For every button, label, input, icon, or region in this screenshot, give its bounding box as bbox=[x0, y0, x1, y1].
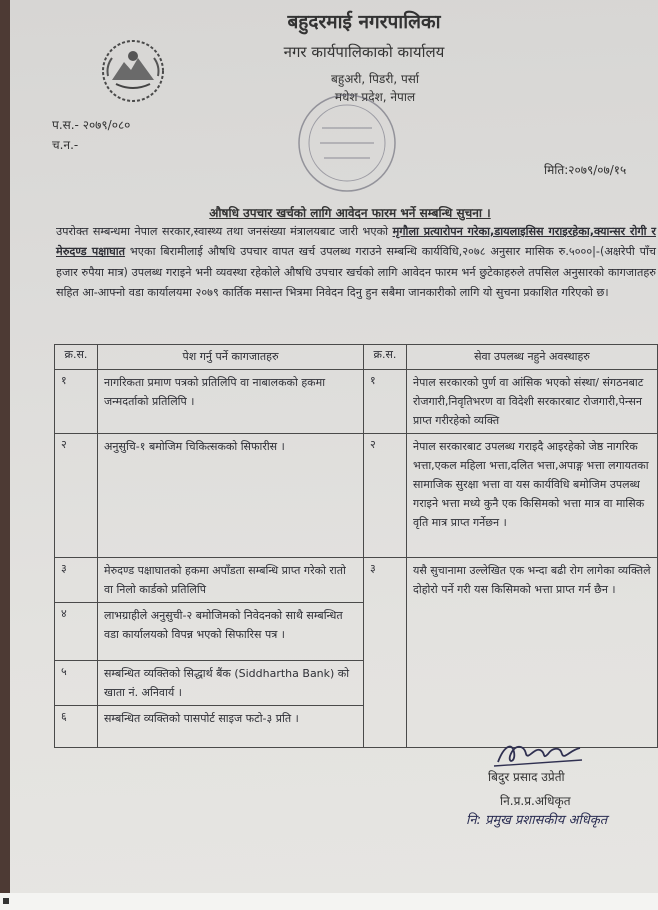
address-line-1: बहुअरी, पिडरी, पर्सा bbox=[330, 72, 420, 86]
scanner-logo-icon bbox=[3, 898, 9, 904]
office-stamp-icon bbox=[292, 88, 402, 198]
body-part-1: उपरोक्त सम्बन्धमा नेपाल सरकार,स्वास्थ्य तथा जनसंख्या मंत्रालयबाट जारी भएको bbox=[56, 225, 393, 238]
table-header-row bbox=[55, 345, 658, 370]
row-serial: २ bbox=[55, 434, 98, 558]
notice-document bbox=[10, 0, 658, 893]
header-documents: पेश गर्नु पर्ने कागजातहरु bbox=[98, 345, 364, 370]
row-serial-2: ३ bbox=[364, 558, 407, 748]
scanner-watermark bbox=[3, 898, 9, 904]
row-serial: ५ bbox=[55, 661, 98, 706]
signatory-name: बिदुर प्रसाद उप्रेती bbox=[488, 770, 565, 784]
row-serial-2: १ bbox=[364, 370, 407, 434]
row-condition: नेपाल सरकारको पुर्ण वा आंसिक भएको संस्था/ संगठनबाट रोजगारी,निवृतिभरण वा विदेशी सरकारबाट रोजगारी,पेन्सन प्राप्त गरीरहेको व्यक्ति bbox=[407, 370, 658, 434]
signature-icon bbox=[490, 736, 590, 770]
address-line-2: मधेश प्रदेश, नेपाल bbox=[334, 90, 416, 104]
table-row bbox=[55, 434, 658, 558]
row-condition: यसै सुचानामा उल्लेखित एक भन्दा बढी रोग लागेका व्यक्तिले दोहोरो पर्ने गरी यस किसिमको भत्ता प्राप्त गर्न छैन । bbox=[407, 558, 658, 748]
scanner-footer bbox=[0, 893, 658, 910]
letter-number: प.स.- २०७९/०८० bbox=[52, 118, 131, 132]
row-serial-2: २ bbox=[364, 434, 407, 558]
nepal-emblem-icon bbox=[98, 36, 168, 106]
row-document: सम्बन्धित व्यक्तिको सिद्धार्थ बैंक (Siddhartha Bank) को खाता नं. अनिवार्य । bbox=[98, 661, 364, 706]
body-highlight: मृगौला प्रत्यारोपन गरेका,डायलाइसिस गराइरहेका,क्यान्सर रोगी र मेरुदण्ड पक्षाघात bbox=[56, 225, 656, 259]
header-serial-2: क्र.स. bbox=[364, 345, 407, 370]
row-condition: नेपाल सरकारबाट उपलब्ध गराइदै आइरहेको जेष्ठ नागरिक भत्ता,एकल महिला भत्ता,दलित भत्ता,अपाङ्ग भत्ता लगायतका सामाजिक सुरक्षा भत्ता वा यस कार्यविधि बमोजिम उपलब्ध गराइने भत्ता मध्ये कुनै एक किसिमको भत्ता मात्र वा मासिक वृति मात्र प्राप्त गर्नेछन । bbox=[407, 434, 658, 558]
signatory-office-stamp: नि: प्रमुख प्रशासकीय अधिकृत bbox=[466, 813, 608, 828]
table-row bbox=[55, 370, 658, 434]
body-part-2: भएका बिरामीलाई औषधि उपचार वापत खर्च उपलब्ध गराउने सम्बन्धि कार्यविधि,२०७८ अनुसार मासिक रु.५०००|-(अक्षरेपी पाँच हजार रुपैया मात्र) उपलब्ध गराइने भनी व्यवस्था रहेकोले औषधि उपचार खर्चको लागि आवेदन फारम भर्न छुटेकाहरुले तपसिल अनुसारको कागजातहरु सहित आ-आफ्नो वडा कार्यालयमा २०७९ कार्तिक मसान्त भित्रमा निवेदन दिनु हुन सबैमा जानकारीको लागि यो सुचना प्रकाशित गरिएको छ। bbox=[56, 245, 656, 300]
header-serial-1: क्र.स. bbox=[55, 345, 98, 370]
dispatch-number: च.न.- bbox=[52, 138, 79, 152]
row-document: अनुसुचि-१ बमोजिम चिकित्सकको सिफारीस । bbox=[98, 434, 364, 558]
header-conditions: सेवा उपलब्ध नहुने अवस्थाहरु bbox=[407, 345, 658, 370]
office-name: नगर कार्यपालिकाको कार्यालय bbox=[283, 43, 445, 61]
row-document: मेरुदण्ड पक्षाघातको हकमा अपाँडता सम्बन्धि प्राप्त गरेको रातो वा निलो कार्डको प्रतिलिपि bbox=[98, 558, 364, 603]
row-serial: ३ bbox=[55, 558, 98, 603]
row-document: लाभग्राहीले अनुसुची-२ बमोजिमको निवेदनको साथै सम्बन्धित वडा कार्यालयको विपन्न भएको सिफारिस पत्र । bbox=[98, 603, 364, 661]
notice-subject: औषधि उपचार खर्चको लागि आवेदन फारम भर्ने सम्बन्धि सुचना । bbox=[209, 206, 491, 220]
row-serial: ४ bbox=[55, 603, 98, 661]
row-serial: १ bbox=[55, 370, 98, 434]
row-document: सम्बन्धित व्यक्तिको पासपोर्ट साइज फटो-३ प्रति । bbox=[98, 706, 364, 748]
row-document: नागरिकता प्रमाण पत्रको प्रतिलिपि वा नाबालकको हकमा जन्मदर्ताको प्रतिलिपि । bbox=[98, 370, 364, 434]
notice-body bbox=[56, 222, 656, 304]
table-row bbox=[55, 558, 658, 603]
requirements-table bbox=[54, 344, 658, 748]
row-serial: ६ bbox=[55, 706, 98, 748]
signatory-title: नि.प्र.प्र.अधिकृत bbox=[500, 794, 571, 808]
issue-date: मिति:२०७९/०७/१५ bbox=[544, 163, 627, 177]
municipality-name: बहुदरमाई नगरपालिका bbox=[287, 11, 441, 33]
